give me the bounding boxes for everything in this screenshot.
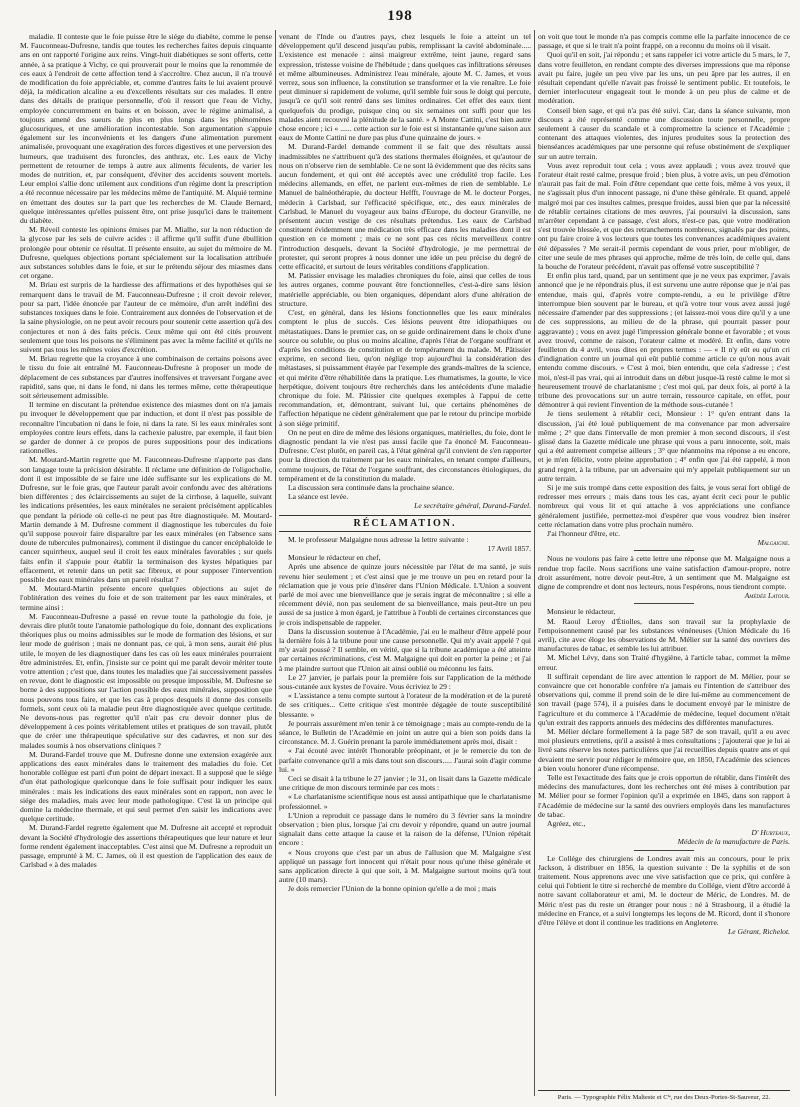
reclamation-intro: M. le professeur Malgaigne nous adresse la lettre suivante : — [288, 534, 469, 544]
paragraph: M. Fauconneau-Dufresne a passé en revue toute la pathologie du foie, je devrais dire plutôt toute l'anatomie pathologique du foie, donnant des explications théoriques plus ou moins admissibles sur le mode de formation des lésions, et sur leur mode de guérison ; mais ne donnant pas, ce qui, à mon sens, aurait été plus utile, le moyen de les diagnostiquer dans les cas où les eaux minérales pourraient être administrées. Et, enfin, j'insiste sur ce point qui me paraît devoir mériter toute votre attention ; c'est que, dans toutes les maladies que j'ai successivement passées en revue, dont le diagnostic est impossible ou presque impossible, M. Dufresne se borne à des suppositions sur l'action possible des eaux minérales, supposition que nous pouvons tous faire, et que les cas à propos desquels il donne des conseils formels, sont ceux où la maladie peut être diagnostiquée avec quelque certitude. Ne devons-nous pas regretter qu'il n'ait pas cru devoir donner plus de développement à ces points véritablement utiles et pratiques de son travail, plutôt que de créer une thérapeutique spéculative sur des cadavres, et non sur des malades soumis à nos observations cliniques ? — [20, 611, 272, 750]
paragraph: M. Michel Lévy, dans son Traité d'hygiène, à l'article tabac, commet la même erreur. — [538, 653, 790, 672]
paragraph: C'est, en général, dans les lésions fonctionnelles que les eaux minérales comptent le plus de succès. Ces lésions peuvent être idiopathiques ou métastatiques. Dans le premier cas, on se guide ordinairement dans le choix d'une source ou soluble, ou plus ou moins alcaline, d'après l'état de l'organe souffrant et d'après les conditions de constitution et de tempérament du malade. M. Pâtissier exprime, en second lieu, qu'on néglige trop aujourd'hui la considération des métastases, si puissamment étayée par l'exemple des grands-maîtres de la science, et qui mérite d'être réhabilitée dans la pratique. Les rhumatismes, la goutte, le vice herpétique, doivent toujours être recherchés dans les antécédents d'une maladie chronique du foie. M. Pâtissier cite quelques exemples à l'appui de cette recommandation, et, démontrant, suivant lui, que certains phénomènes de l'affection hépatique ne cèdent généralement que par le retour du principe morbide à son siége primitif. — [279, 308, 531, 428]
paragraph: La discussion sera continuée dans la prochaine séance. — [288, 482, 455, 492]
paragraph: Il termine en discutant la prétendue existence des miasmes dont on n'a jamais pu invoquer le développement que par induction, et dont il n'est pas possible de reconnaître l'incubation ni dans le foie, ni dans la rate. Si les eaux minérales sont employées contre leurs effets, dans la cachexie palustre, par exemple, il faut bien se garder de donner à ce propos de pures suppositions pour des indications rationnelles. — [20, 400, 272, 456]
paragraph: Si je me suis trompé dans cette exposition des faits, je vous serai fort obligé de redresser mes erreurs ; mais dans tous les cas, ayant écrit ceci pour le public nombreux qui vous lit et qui attache à vos appréciations une confiance généralement justifiée, permettez-moi d'espérer que vous voudrez bien insérer cette réclamation dans votre plus prochain numéro. — [538, 482, 790, 529]
separator — [634, 603, 694, 604]
letter-salutation: Monsieur le rédacteur en chef, — [288, 553, 381, 563]
letter-salutation: Monsieur le rédacteur, — [547, 607, 616, 617]
column-divider — [275, 30, 276, 1096]
paragraph: M. Briau regrette que la croyance à une combinaison de certains poisons avec le tissu du foie ait entraîné M. Fauconneau-Dufresne à proposer un mode de déplacement de ces substances par d'autres inoffensives et traversant l'organe avec rapidité, sans que, ni dans le fond, ni dans les termes même, cette thérapeutique soit sérieusement admissible. — [20, 354, 272, 400]
signature-latour: Amédée Latour. — [744, 591, 790, 601]
paragraph: M. Briau est surpris de la hardiesse des affirmations et des hypothèses qui se remarquent dans le travail de M. Fauconneau-Dufresne ; il croit devoir relever, pour sa part, l'idée énoncée par l'auteur de ce mémoire, d'un arrêt indéfini des substances toxiques dans le foie. Contrairement aux données de l'observation et de la saine physiologie, on ne peut avoir recours pour soutenir cette assertion qu'à des conjectures et non à des faits précis. Ceux même qui ont été cités prouvent seulement que tous les poisons ne s'éliminent pas avec la même facilité et qu'ils ne suivent pas tous les mêmes voies d'excrétion. — [20, 280, 272, 354]
signature-hurteaux-title: Médecin de la manufacture de Paris. — [677, 837, 790, 847]
paragraph: on voit que tout le monde n'a pas compris comme elle la parfaite innocence de ce passage, et que si le trait n'a point frappé, on a reconnu du moins où il visait. — [538, 32, 790, 51]
paragraph: Vous avez reproduit tout cela ; vous avez applaudi ; vous avez trouvé que l'orateur était resté calme, presque froid ; bien plus, à votre avis, un peu d'émotion n'aurait pas fait de mal. Foin d'être cependant que cette fois, même à vos yeux, il ne s'agissait plus d'un innocent passage, ni d'une thèse générale. Et quand, appelé malgré moi par ces insultes calmes, presque froides, aussi bien que par la nécessité de rétablir certaines citations de mes œuvres, j'ai poursuivi la discussion, sans m'arrêter cependant à ce passage, c'est alors, n'est-ce pas, que votre modération s'est trouvée blessée, et que des retranchements nombreux, signalés par des points, ont pu faire croire à vos lecteurs que toutes les convenances académiques avaient été dépassées ? Me serait-il permis cependant de vous prier, pour m'obliger, de citer une seule de mes phrases qui approche, même de très loin, de celle qui, dans la bouche de l'orateur précédent, n'avait pas offensé votre susceptibilité ? — [538, 160, 790, 272]
column-divider — [534, 30, 535, 1096]
paragraph: Il suffirait cependant de lire avec attention le rapport de M. Mélier, pour se convaincre que cet honorable confrère n'a jamais eu l'intention de s'attribuer des observations qui, comme il prend soin de le dire lui-même au commencement de son travail (page 574), il a puisées dans le document envoyé par le ministre de l'agriculture et du commerce à l'Académie de médecine, lequel document n'était qu'un extrait des rapports annuels des médecins des différentes manufactures. — [538, 671, 790, 727]
column-right — [538, 32, 790, 1092]
paragraph: venant de l'Inde ou d'autres pays, chez lesquels le foie a atteint un tel développement qu'il descend jusqu'au pubis, remplissant la cavité abdominale..... L'existence est menacée : ainsi maigreur extrême, teint jaune, regard sans expression, tristesse voisine de l'hébétude ; dans quelques cas infiltrations séreuses et même albumineuses. Administrez l'eau minérale, ajoute M. C. James, et vous verrez, sous son influence, la constitution se transformer et la vie renaître. Le foie peut diminuer si rapidement de volume, qu'il semble fuir sous le doigt qui percute, jusqu'à ce qu'il soit rentré dans ses limites ordinaires. Cet effet des eaux tient quelquefois du prodige, puisque cinq ou six semaines ont suffi pour que les malades aient recouvré la plénitude de la santé. » A Monte Cattini, c'est bien autre chose encore ; ici « ...... cette action sur le foie est si instantanée qu'une saison aux eaux de Monte Cattini ne dure pas plus d'une quinzaine de jours. » — [279, 32, 531, 143]
paragraph: Ceci se disait à la tribune le 27 janvier ; le 31, on lisait dans la Gazette médicale une critique de mon discours terminée par ces mots : — [279, 774, 531, 793]
paragraph: Je tiens seulement à rétablir ceci, Monsieur : 1° qu'en entrant dans la discussion, j'ai été loué publiquement de ma convenance par mon adversaire même ; 2° que dans l'intervalle de mon premier à mon second discours, il s'est glissé dans la Gazette médicale une phrase qui vous a paru innocente, soit, mais qui a été autrement comprise ailleurs ; 3° que néanmoins ma réponse a eu encore, et je m'en félicite, votre pleine approbation ; 4° enfin que j'ai été rappelé, à mon grand regret, à la tribune, par un adversaire qui m'y appelait publiquement sur un autre terrain. — [538, 409, 790, 483]
signature-malgaigne: Malgaigne. — [757, 538, 790, 548]
paragraph: M. Durand-Fardel trouve que M. Dufresne donne une extension exagérée aux applications des eaux minérales dans le traitement des maladies du foie. Cet honorable collègue est parti d'un point de départ inexact. Il a supposé que le siége d'un état pathologique quelconque dans le foie suffisait pour indiquer les eaux minérales : mais les indications des eaux minérales sont en rapport, non avec le siége des maladies, mais avec leur mode pathologique. C'est là un principe qui domine la médecine thermale, et qui seul permet d'en saisir les indications avec quelque certitude. — [20, 749, 272, 824]
page-number: 198 — [387, 8, 413, 24]
paragraph: M. Durand-Fardel regrette également que M. Dufresne ait accepté et reproduit devant la Société d'hydrologie des assertions thérapeutiques que leur nature et leur forme rendent également inacceptables. C'est ainsi que M. Dufresne a reproduit un passage, emprunté à M. C. James, où il est question de l'application des eaux de Carlsbad « à des malades — [20, 823, 272, 870]
gerant-signature: Le Gérant, Richelot. — [727, 927, 790, 937]
paragraph: Quoi qu'il en soit, j'ai répondu ; et sans rappeler ici votre article du 5 mars, le 7, dans votre feuilleton, en rendant compte des diverses impressions que ma réponse avait pu faire, jugée un peu vive par les uns, un peu âpre par les autres, il en résultait cependant qu'elle n'avait pas froissé le sentiment public. Et toutefois, le dernier interlocuteur engageait tout le monde à un peu plus de calme et de modération. — [538, 50, 790, 106]
paragraph: Agréez, etc., — [547, 819, 586, 829]
paragraph: Le Collége des chirurgiens de Londres avait mis au concours, pour le prix Jackson, à distribuer en 1856, la question suivante : De la syphilis et de son traitement. Nous apprenons avec une vive satisfaction que ce prix, qui confère à celui qui l'obtient le titre si recherché de membre du Collége, vient d'être accordé à notre savant collaborateur et ami, M. le docteur de Méric, de Londres. M. de Méric n'est pas du reste un étranger pour nous : né à Strasbourg, il a étudié la médecine en France, et a suivi longtemps les leçons de M. Ricord, dont il s'honore d'être l'élève et dont il continue les traditions en Angleterre. — [538, 853, 790, 928]
paragraph: M. Moutard-Martin présente encore quelques objections au sujet de l'oblitération des veines du foie et de son traitement par les eaux minérales, et termine ainsi : — [20, 584, 272, 612]
paragraph: Et enfin plus tard, quand, par un sentiment que je ne veux pas exprimer, j'avais annoncé que je ne répondrais plus, il est survenu une autre réponse que je n'ai pas entendue, mais qui, d'après votre compte-rendu, a eu le privilège d'être interrompue bien souvent par le bureau, et qu'à votre tour vous avez aussi jugé nécessaire d'amender par des suppressions ; (et laissez-moi vous dire qu'il y a une de ces suppressions, au milieu de de la phrase, qui pourrait passer pour aggravante) ; vous en avez jugé l'impression générale bonne et favorable ; et vous avez trouvé, comme de raison, l'orateur calme et modéré. Et enfin, dans votre feuilleton du 4 avril, vous dites en propres termes : — « Il n'y eût eu qu'un cri d'indignation contre un journal qui eût publié comme article ce qu'on nous avait entendu comme discours. » C'est à moi, bien entendu, que cela s'adresse ; c'est moi, n'est-il pas vrai, qui ai introduit dans un début jusque-là resté calme le mot si heureusement trouvé de charlatanisme ; c'est moi qui, par deux fois, ai porté à la tribune des provocations sur un autre terrain, ressource capitale, en effet, pour démontrer à qui revient l'invention de la méthode sous-cutanée ! — [538, 271, 790, 410]
separator — [634, 850, 694, 851]
column-left — [20, 32, 272, 1092]
paragraph: « J'ai écouté avec intérêt l'honorable préopinant, et je le remercie du ton de parfaite convenance qu'il a mis dans tout son discours..... J'aurai soin d'agir comme lui. » — [279, 746, 531, 774]
paragraph: J'ai l'honneur d'être, etc. — [547, 528, 621, 538]
paragraph: L'Union a reproduit ce passage dans le numéro du 3 février sans la moindre observation ; bien plus, lorsque j'ai cru devoir y répondre, quand un autre journal signalait dans cette attaque la cause et la raison de la défense, l'Union répétait encore : — [279, 810, 531, 848]
paragraph: maladie. Il conteste que le foie puisse être le siége du diabète, comme le pense M. Fauconneau-Dufresne, tandis que toutes les recherches faites depuis cinquante ans en ont rapporté l'origine aux reins. Vingt-huit diabétiques se sont offerts, cette année, à sa pratique à Vichy, ce qui prouverait pour le moins que la renommée de ces eaux à l'endroit de cette affection tend à s'accroître. Chez aucun, il n'a trouvé de modification du foie appréciable, et, comme d'autres faits le lui avaient prouvé déjà, la médication alcaline a eu d'excellents résultats sur ces malades. Il entre dans des détails de pratique personnelle, d'où il ressort que l'eau de Vichy, employée concurremment en bains et en boisson, avec le régime animalisé, a toujours amené des sueurs de plus en plus longs dans les phénomènes glucosuriques, et une amélioration incontestable. Son argumentation s'appuie également sur les inconvénients et les dangers d'une alimentation purement animalisée, provoquant une exagération des forces digestives et une perversion des humeurs, que traduisent des furoncles, des anthrax, etc. Les eaux de Vichy permettent de retourner de temps à autre aux aliments féculents, de varier les modes de nutrition, et, par conséquent, d'éviter des accidents souvent mortels. Leur emploi s'allie donc utilement aux conditions d'un régime dont la prescription a été reconnue nécessaire par les médecins même de l'antiquité. M. Alquié termine en émettant des doutes sur la part que les recherches de M. Claude Bernard, quelque intéressantes qu'elles puissent être, ont prise jusqu'ici dans le traitement du diabète. — [20, 32, 272, 226]
paragraph: Le 27 janvier, je parlais pour la première fois sur l'application de la méthode sous-cutanée aux kystes de l'ovaire. Vous écriviez le 29 : — [279, 672, 531, 692]
paragraph: « Nous croyons que c'est par un abus de l'allusion que M. Malgaigne s'est appliqué un passage fort innocent qui n'était pour nous qu'une thèse générale et sans application directe à qui que soit, à M. Malgaigne surtout moins qu'à tout autre (10 mars). — [279, 847, 531, 885]
paragraph: M. Moutard-Martin regrette que M. Fauconneau-Dufresne n'apporte pas dans son langage toute la précision désirable. Il réclame une définition de l'oligocholie, dont il est impossible de se faire une idée suffisante sur les explications de M. Dufresne, sur le foie gras, que l'auteur paraît avoir confondu avec des altérations bien différentes ; des éclaircissements au sujet de la cirrhose, à laquelle, suivant les indications présentées, les eaux minérales ne seraient précisément applicables que pendant la période où celle-ci ne peut pas être diagnostiquée. M. Moutard-Martin demande à M. Dufresne comment il diagnostique les tubercules du foie qu'il suppose pouvoir faire disparaître par les eaux minérales (en l'absence sans doute de tubercules pulmonaires), comment il distingue du cancer encéphaloïde le cancer squirrheux, auquel seul il croit les eaux minérales favorables ; sur quels faits enfin il s'appuie pour établir la terminaison des kystes hépatiques par effacement, et retenir dans un petit sac fibreux, et pour supposer l'intervention possible des eaux minérales dans un pareil résultat ? — [20, 455, 272, 584]
paragraph: Je pourrais assurément m'en tenir à ce témoignage ; mais au compte-rendu de la séance, le Bulletin de l'Académie en joint un autre qui a bien son poids dans la circonstance. M. J. Guérin prenant la parole immédiatement après moi, disait : — [279, 718, 531, 747]
paragraph: Après une absence de quinze jours nécessitée par l'état de ma santé, je suis revenu hier seulement ; et c'est ainsi que je me trouve un peu en retard pour la réclamation que je vous prie d'insérer dans l'Union Médicale. L'Union a souvent parlé de moi avec une bienveillance que je serais ingrat de méconnaître ; si elle a récemment dévié, non pas seulement de sa bienveillance, mais peut-être un peu aussi de sa justice à mon égard, je l'attribue à l'oubli de certaines circonstances que je crois indispensable de rappeler. — [279, 562, 531, 627]
paragraph: M. Raoul Leroy d'Étiolles, dans son travail sur la prophylaxie de l'empoisonnement causé par les substances vénéneuses (Union Médicale du 16 avril), cite avec éloge les observations de M. Mélier sur la santé des ouvriers des manufactures de tabac, et semble les lui attribuer. — [538, 616, 790, 654]
paragraph: Nous ne voulons pas faire à cette lettre une réponse que M. Malgaigne nous a rendue trop facile. Nous sacrifions une vaine satisfaction d'amour-propre, notre droit assurément, notre devoir peut-être, à un sentiment que M. Malgaigne est digne de comprendre et dont nos lecteurs, nous l'espérons, nous tiendront compte. — [538, 554, 790, 591]
paragraph: « Le charlatanisme scientifique nous est aussi antipathique que le charlatanisme professionnel. » — [279, 792, 531, 811]
column-middle — [279, 32, 531, 1092]
reclamation-title: RÉCLAMATION. — [279, 515, 531, 532]
paragraph: « L'assistance a tenu compte surtout à l'orateur de la modération et de la pureté de ses critiques... Cette critique s'est montrée dégagée de toute susceptibilité blessante. » — [279, 691, 531, 719]
printer-imprint: Paris. — Typographie Félix Malteste et Cⁱᵉ, rue des Deux-Portes-St-Sauveur, 22. — [538, 1090, 790, 1101]
letter-date: 17 Avril 1857. — [487, 543, 531, 553]
separator — [634, 550, 694, 551]
paragraph: M. Patissier envisage les maladies chroniques du foie, ainsi que celles de tous les autres organes, comme pouvant être fonctionnelles, c'est-à-dire sans lésion matérielle appréciable, ou bien organiques, dépendant alors d'une altération de structure. — [279, 271, 531, 308]
paragraph: On ne peut en dire de même des lésions organiques, matérielles, du foie, dont le diagnostic pendant la vie n'est pas aussi facile que l'a énoncé M. Fauconneau-Dufresne. C'est plutôt, en pareil cas, à l'état général qu'il convient de s'en rapporter pour la direction du traitement par les eaux minérales, en tenant compte d'ailleurs, comme toujours, de l'état de l'organe souffrant, des circonstances étiologiques, du tempérament et de la constitution du malade. — [279, 427, 531, 483]
session-closed: La séance est levée. — [288, 492, 349, 502]
paragraph: M. Mélier déclare formellement à la page 587 de son travail, qu'il a eu avec moi plusieurs entretiens, qu'il a assisté à mes consultations ; j'ajouterai que je lui ai livré sans réserve les notes particulières que j'ai recueillies depuis quatre ans et qui devaient me servir pour rédiger le mémoire que, en 1850, l'Académie des sciences a bien voulu honorer d'une récompense. — [538, 727, 790, 773]
paragraph: Telle est l'exactitude des faits que je crois opportun de rétablir, dans l'intérêt des médecins des manufactures, dont les recherches ont été mises à contribution par M. Mélier pour se former l'opinion qu'il a exprimée en 1845, dans son rapport à l'Académie de médecine sur la santé des ouvriers employés dans les manufactures de tabac. — [538, 773, 790, 819]
secretary-signature: Le secrétaire général, Durand-Fardel. — [414, 501, 531, 511]
paragraph: Je dois remercier l'Union de la bonne opinion qu'elle a de moi ; mais — [288, 884, 497, 894]
paragraph: M. Réveil conteste les opinions émises par M. Mialhe, sur la non réduction de la glycose par les sels de cuivre acides : il affirme qu'il suffit d'une ébullition prolongée pour obtenir ce résultat. Il présente ensuite, au sujet du mémoire de M. Dufresne, quelques objections portant spécialement sur la localisation attribuée aux substances solubles dans le foie, et sur le prétendu séjour des miasmes dans cet organe. — [20, 225, 272, 281]
signature-hurteaux: D' Hurteaux, — [751, 828, 790, 838]
paragraph: Conseil bien sage, et qui n'a pas été suivi. Car, dans la séance suivante, mon discours a été représenté comme une discussion toute personnelle, propre seulement à causer du scandale et à compromettre la science et l'Académie ; contenant des attaques violentes, des injures produites sous la protection des bienséances académiques par une personne qui refuse obstinément de s'expliquer sur un autre terrain. — [538, 105, 790, 161]
paragraph: Dans la discussion soutenue à l'Académie, j'ai eu le malheur d'être appelé pour la dernière fois à la tribune pour une cause personnelle. Qui m'y avait appelé ? qui m'y avait poussé ? Il semble, en vérité, que si la tribune académique a été atteinte par certaines récriminations, c'est M. Malgaigne qui doit en porter la peine ; et j'ai à me plaindre surtout que l'Union ait ainsi oublié ou méconnu les faits. — [279, 626, 531, 673]
paragraph: M. Durand-Fardel demande comment il se fait que des résultats aussi inadmissibles ne s'attribuent qu'à des stations thermales éloignées, et qu'autour de nous on n'observe rien de semblable. Ce ne sont là évidemment que des récits sans aucun fondement, et qui ont été acceptés avec une crédulité trop facile. Les médecins allemands, en effet, ne parlent eux-mêmes de rien de semblable. Le Manuel de balnéothérapie, du docteur Helfft, l'ouvrage de M. le docteur Porges, médecin à Carlsbad, sur l'efficacité spécifique, etc., des eaux minérales de Carlsbad, le Manuel du voyageur aux bains d'Europe, du docteur Granville, ne présentent aucun vestige de ces résultats prétendus. Les eaux de Carlsbad constituent évidemment une médication très efficace dans les maladies dont il est question en ce moment ; mais ce ne sont pas ces récits merveilleux contre l'introduction desquels, devant la Société d'hydrologie, je me permettrai de protester, qui seront propres à nous donner une idée un peu précise du degré de cette efficacité, et surtout de leurs véritables conditions d'application. — [279, 142, 531, 272]
